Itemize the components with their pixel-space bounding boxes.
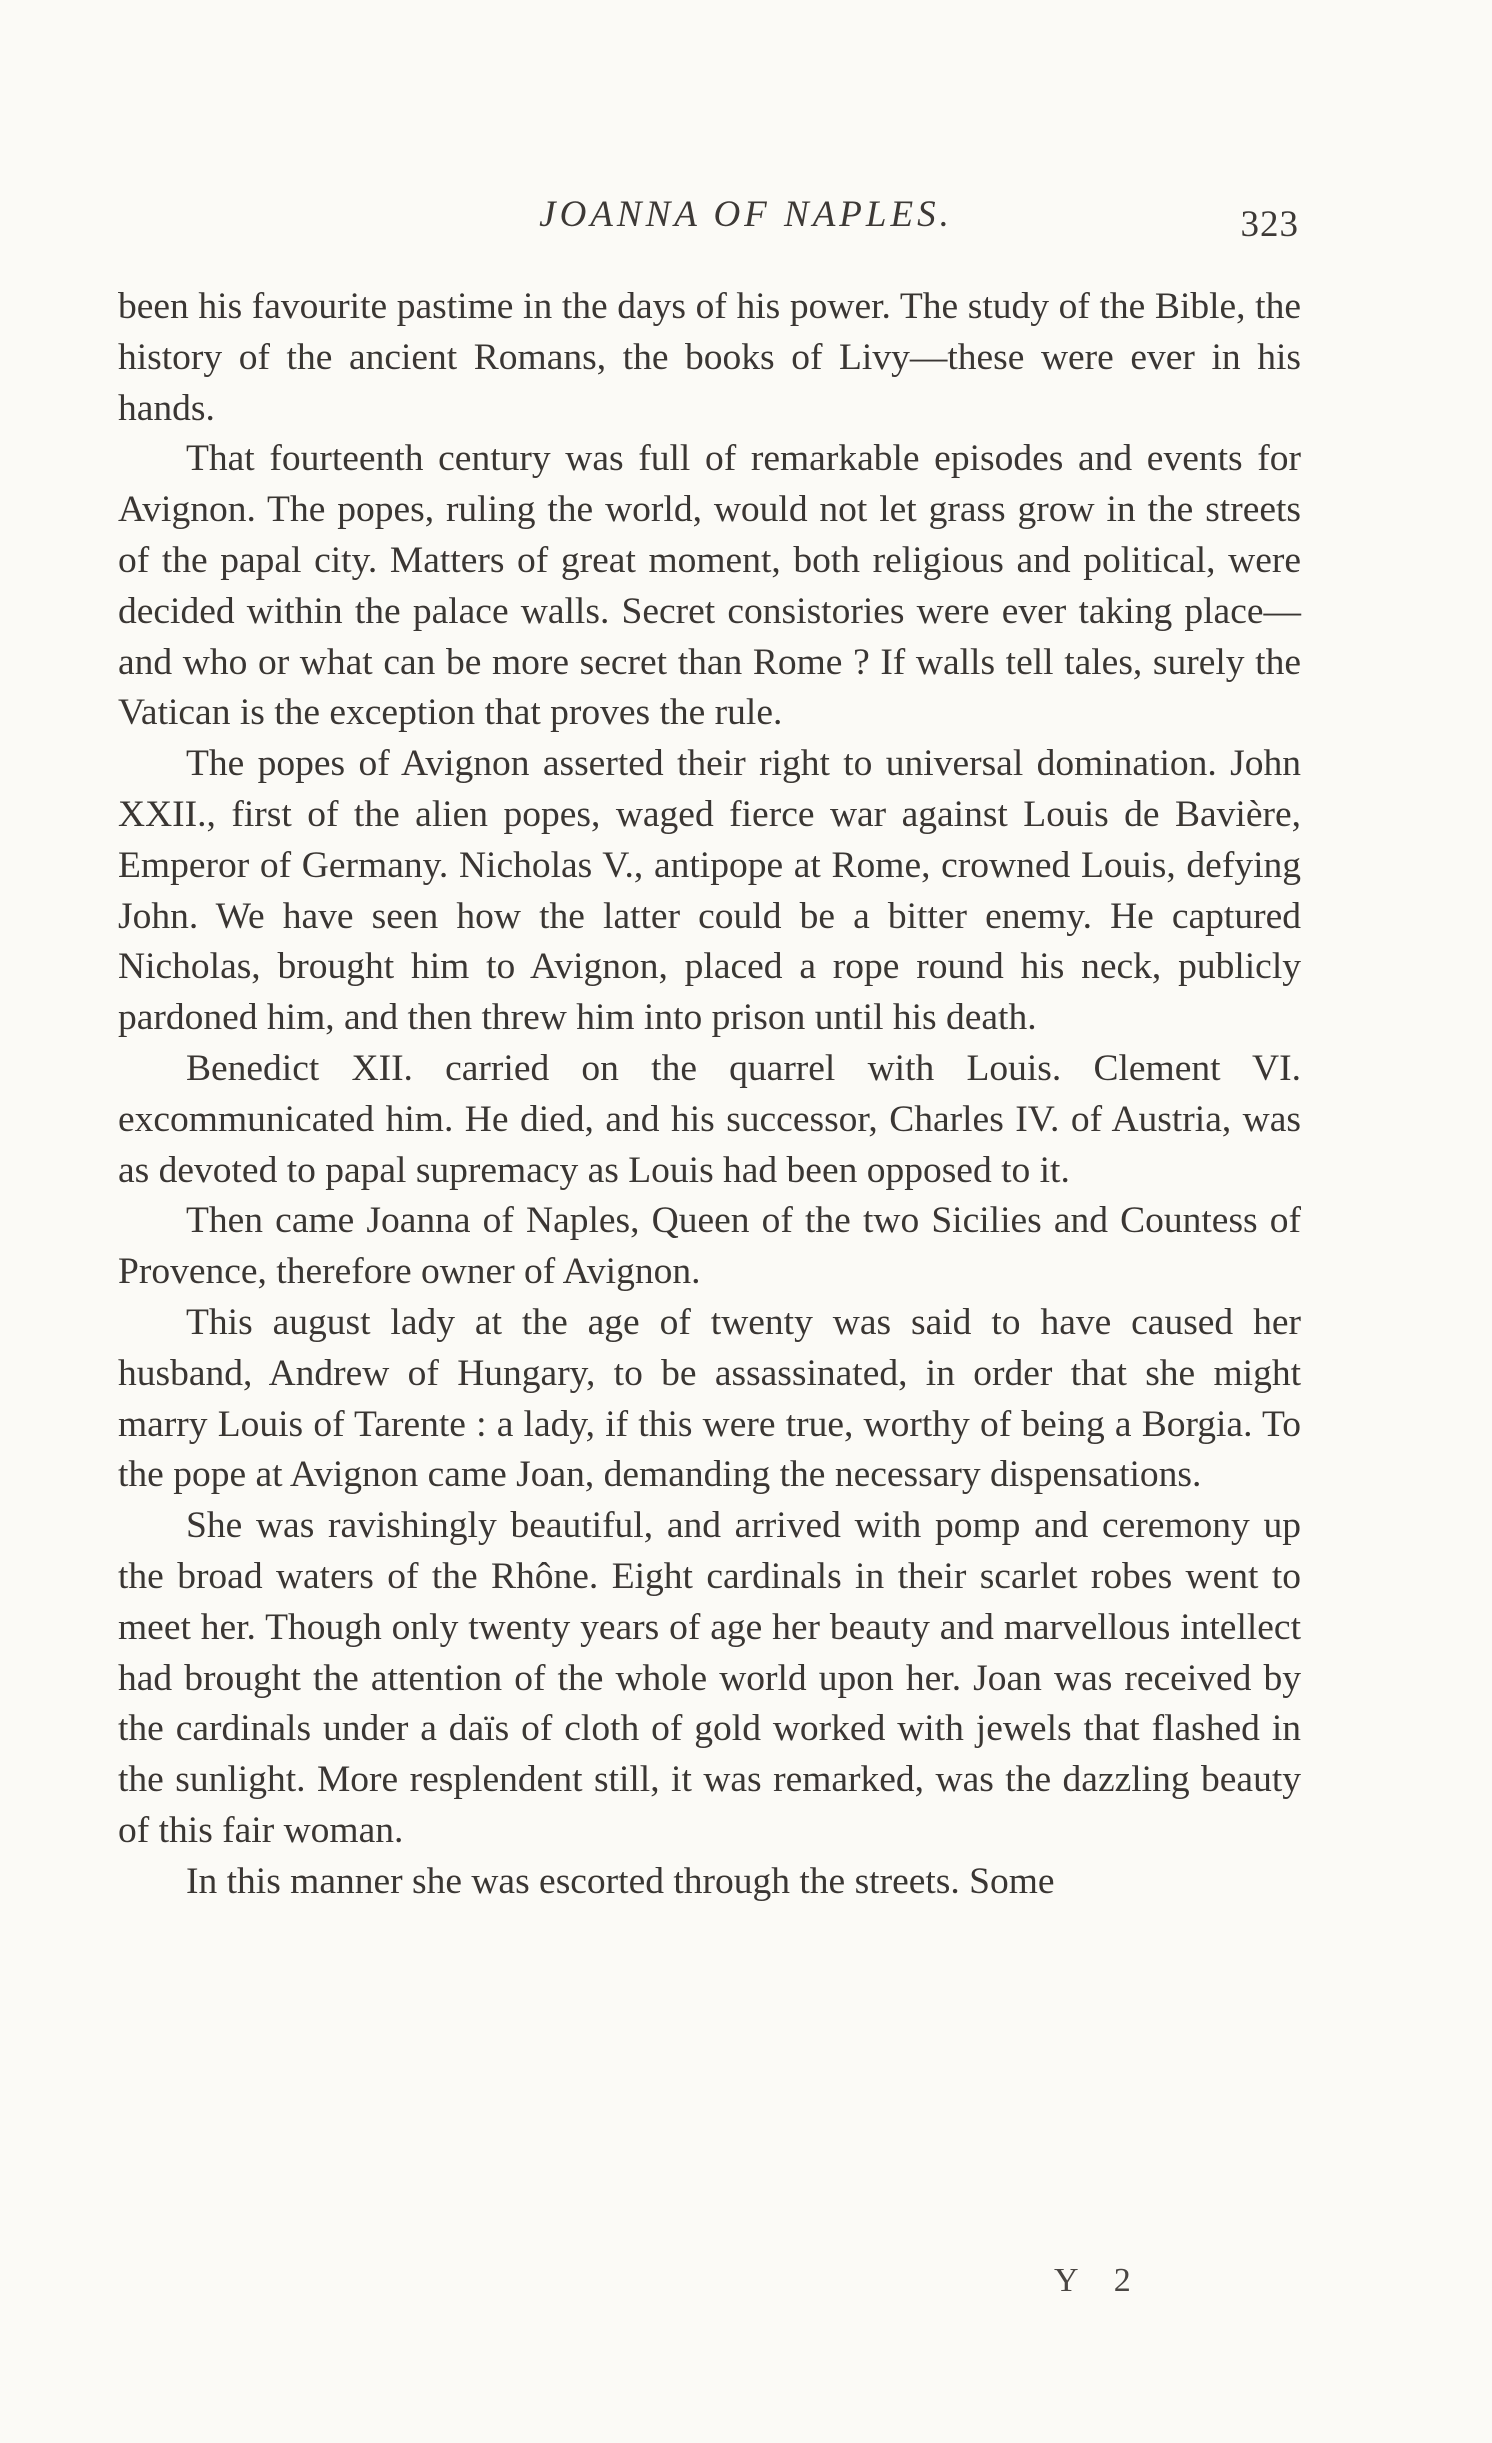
paragraph-7: She was ravishingly beautiful, and arrived with pomp and ceremony up the broad waters of the Rhône. Eight cardinals in their scarlet robes went to meet her. Though only twenty years of age her beauty and marvellous intellect had brought the attention of the whole world upon her. Joan was received by the cardinals under a daïs of cloth of gold worked with jewels that flashed in the sunlight. More resplendent still, it was remarked, was the dazzling beauty of this fair woman.	[118, 1505, 1301, 1851]
paragraph-3: The popes of Avignon asserted their right to universal domination. John XXII., first of the alien popes, waged fierce war against Louis de Bavière, Emperor of Germany. Nicholas V., antipope at Rome, crowned Louis, defying John. We have seen how the latter could be a bitter enemy. He captured Nicholas, brought him to Avignon, placed a rope round his neck, publicly pardoned him, and then threw him into prison until his death.	[118, 743, 1301, 1039]
page-title: JOANNA OF NAPLES.	[539, 194, 953, 235]
signature-mark: Y 2	[1054, 2262, 1145, 2299]
paragraph-5: Then came Joanna of Naples, Queen of the two Sicilies and Countess of Provence, therefore owner of Avignon.	[118, 1200, 1301, 1293]
paragraph-1: been his favourite pastime in the days of his power. The study of the Bible, the history of the ancient Romans, the books of Livy—these were ever in his hands.	[118, 286, 1301, 429]
paragraph-8: In this manner she was escorted through the streets. Some	[186, 1860, 1055, 1902]
paragraph-4: Benedict XII. carried on the quarrel with Louis. Clement VI. excommunicated him. He died, and his successor, Charles IV. of Austria, was as devoted to papal supremacy as Louis had been opposed to it.	[118, 1047, 1301, 1191]
paragraph-6: This august lady at the age of twenty was said to have caused her husband, Andrew of Hungary, to be assassinated, in order that she might marry Louis of Tarente : a lady, if this were true, worthy of being a Borgia. To the pope at Avignon came Joan, demanding the necessary dispensations.	[118, 1301, 1301, 1496]
paragraph-2: That fourteenth century was full of remarkable episodes and events for Avignon. The popes, ruling the world, would not let grass grow in the streets of the papal city. Matters of great moment, both religious and political, were decided within the palace walls. Secret consistories were ever taking place—and who or what can be more secret than Rome ? If walls tell tales, surely the Vatican is the exception that proves the rule.	[118, 438, 1301, 734]
page-number: 323	[1240, 204, 1299, 245]
body-text	[118, 282, 1301, 1908]
running-head	[0, 193, 1492, 243]
